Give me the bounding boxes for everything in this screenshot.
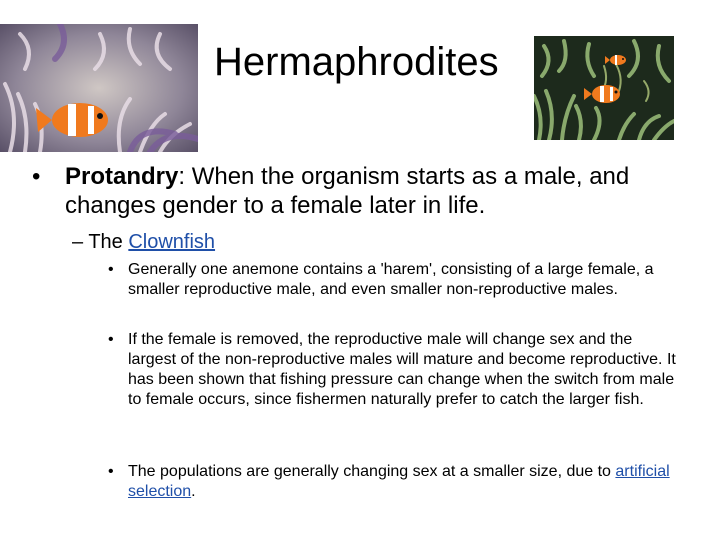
protandry-term: Protandry — [65, 163, 179, 190]
detail-suffix: . — [191, 483, 196, 500]
bullet-marker: • — [32, 163, 41, 190]
clownfish-anemone-photo-right — [534, 36, 674, 140]
detail-text: The populations are generally changing sex at a smaller size, due to — [128, 463, 616, 480]
detail-text: If the female is removed, the reproductive male will change sex and the largest of the non-reproductive males will mature and become reproductive. It has been shown that fishing pressure can change when the switch from male to female occurs, since fishermen naturally prefer to catch the larger fish. — [128, 331, 676, 408]
main-bullet — [32, 162, 692, 220]
sub-bullet-prefix: – The — [72, 231, 129, 253]
clownfish-link[interactable]: Clownfish — [128, 231, 216, 253]
slide-title: Hermaphrodites — [214, 40, 499, 84]
clownfish-anemone-photo-left — [0, 24, 198, 152]
sub-bullet-clownfish — [72, 229, 215, 255]
detail-bullet-female-removed — [108, 330, 678, 410]
detail-text: Generally one anemone contains a 'harem', consisting of a large female, a smaller reproductive male, and even smaller non-reproductive males. — [128, 261, 654, 298]
detail-text-container — [128, 462, 678, 502]
detail-bullet-smaller-size — [108, 462, 678, 502]
protandry-definition: : When the organism starts as a male, and changes gender to a female later in life. — [65, 163, 630, 219]
bullet-marker: • — [108, 261, 114, 278]
detail-bullet-harem — [108, 260, 678, 300]
bullet-marker: • — [108, 331, 114, 348]
bullet-marker: • — [108, 463, 114, 480]
artificial-selection-link[interactable]: artificial selection — [128, 463, 670, 500]
